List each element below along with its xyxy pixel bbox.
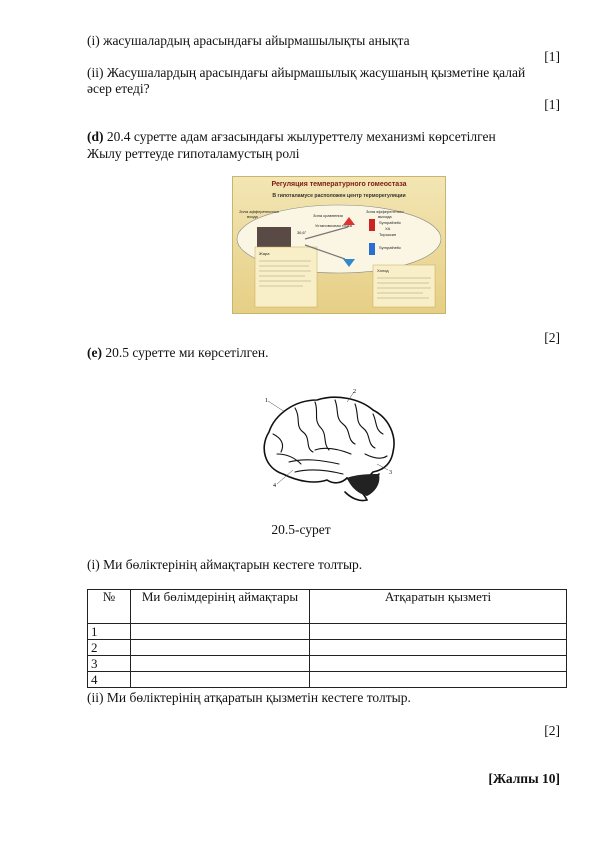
question-e-text: 20.5 суретте ми көрсетілген. bbox=[101, 345, 269, 360]
table-header-regions-text: Ми бөлімдерінің аймақтары bbox=[141, 589, 299, 604]
question-e-label: (e) bbox=[87, 345, 102, 360]
zone-center-label: Зона сравнения bbox=[313, 213, 343, 218]
thyroxine-label: Тироксин bbox=[379, 232, 397, 237]
table-cell-number: 4 bbox=[88, 672, 131, 688]
table-cell-region[interactable] bbox=[131, 624, 310, 640]
table-cell-function[interactable] bbox=[310, 640, 567, 656]
table-cell-function[interactable] bbox=[310, 624, 567, 640]
sympathetic-label-1: Sympathetic bbox=[379, 220, 402, 225]
brain-parts-table bbox=[87, 589, 567, 688]
table-row bbox=[88, 672, 567, 688]
figure-20-4-title: Регуляция температурного гомеостаза bbox=[271, 181, 407, 188]
label-leaders bbox=[268, 392, 388, 484]
question-d-line2: Жылу реттеуде гипоталамустың ролі bbox=[87, 146, 300, 161]
zone-right-label: Зона эфферентного bbox=[366, 209, 404, 214]
brain-label-3: 3 bbox=[389, 470, 392, 476]
sympathetic-label-2: Sympathetic bbox=[379, 245, 402, 250]
setpoint-label: Установочная точка bbox=[315, 223, 352, 228]
cold-label: Холод bbox=[377, 268, 389, 273]
temperature-label: 36,6° bbox=[297, 230, 307, 235]
figure-20-5-caption: 20.5-сурет bbox=[271, 522, 331, 537]
question-c-ii-line2: әсер етеді? bbox=[87, 81, 150, 96]
zone-left-label: Зона афферентного bbox=[239, 209, 279, 214]
table-header-row bbox=[88, 590, 567, 624]
brain-label-2: 2 bbox=[353, 389, 356, 395]
table-row bbox=[88, 656, 567, 672]
xa-label: ХА bbox=[385, 226, 391, 231]
table-cell-function[interactable] bbox=[310, 672, 567, 688]
mark-d: [2] bbox=[544, 330, 560, 345]
total-marks: [Жалпы 10] bbox=[488, 771, 560, 786]
brain-label-1: 1 bbox=[265, 398, 268, 404]
cerebellum bbox=[347, 474, 379, 496]
figure-20-4-subtitle: В гипоталамусе расположен центр терморегуляции bbox=[272, 193, 406, 199]
heat-label: Жара bbox=[259, 251, 270, 256]
table-header-regions bbox=[131, 590, 310, 624]
table-row bbox=[88, 624, 567, 640]
question-d-label: (d) bbox=[87, 129, 104, 144]
mark-c-i: [1] bbox=[544, 49, 560, 64]
question-e-i: (i) Ми бөліктерінің аймақтарын кестеге толтыр. bbox=[87, 557, 363, 572]
question-c-i: (i) жасушалардың арасындағы айырмашылықты анықта bbox=[87, 33, 410, 48]
figure-20-4-thermoregulation bbox=[232, 176, 446, 314]
table-cell-number: 1 bbox=[88, 624, 131, 640]
question-e-line1 bbox=[87, 345, 269, 361]
table-cell-number: 2 bbox=[88, 640, 131, 656]
table-cell-function[interactable] bbox=[310, 656, 567, 672]
table-header-number: № bbox=[88, 590, 131, 624]
blue-up-arrow bbox=[369, 243, 375, 255]
table-row bbox=[88, 640, 567, 656]
heat-panel bbox=[255, 247, 317, 307]
table-cell-number: 3 bbox=[88, 656, 131, 672]
question-d-line1 bbox=[87, 129, 496, 145]
question-d-text: 20.4 суретте адам ағзасындағы жылуреттелу механизмі көрсетілген bbox=[103, 129, 496, 144]
question-e-ii: (ii) Ми бөліктерінің атқаратын қызметін кестеге толтыр. bbox=[87, 690, 411, 705]
figure-20-4-diagram bbox=[233, 177, 445, 313]
table-cell-region[interactable] bbox=[131, 672, 310, 688]
zone-left-label2: входа bbox=[247, 214, 258, 219]
table-cell-region[interactable] bbox=[131, 640, 310, 656]
figure-20-5-brain bbox=[255, 388, 405, 506]
zone-right-label2: выхода bbox=[378, 214, 392, 219]
mark-c-ii: [1] bbox=[544, 97, 560, 112]
question-c-ii-line1: (ii) Жасушалардың арасындағы айырмашылық жасушаның қызметіне қалай bbox=[87, 65, 526, 80]
brain-label-4: 4 bbox=[273, 483, 276, 489]
brain-gyri bbox=[273, 400, 387, 474]
mark-e: [2] bbox=[544, 723, 560, 738]
table-header-function: Атқаратын қызметі bbox=[310, 590, 567, 624]
table-cell-region[interactable] bbox=[131, 656, 310, 672]
red-up-arrow bbox=[369, 219, 375, 231]
